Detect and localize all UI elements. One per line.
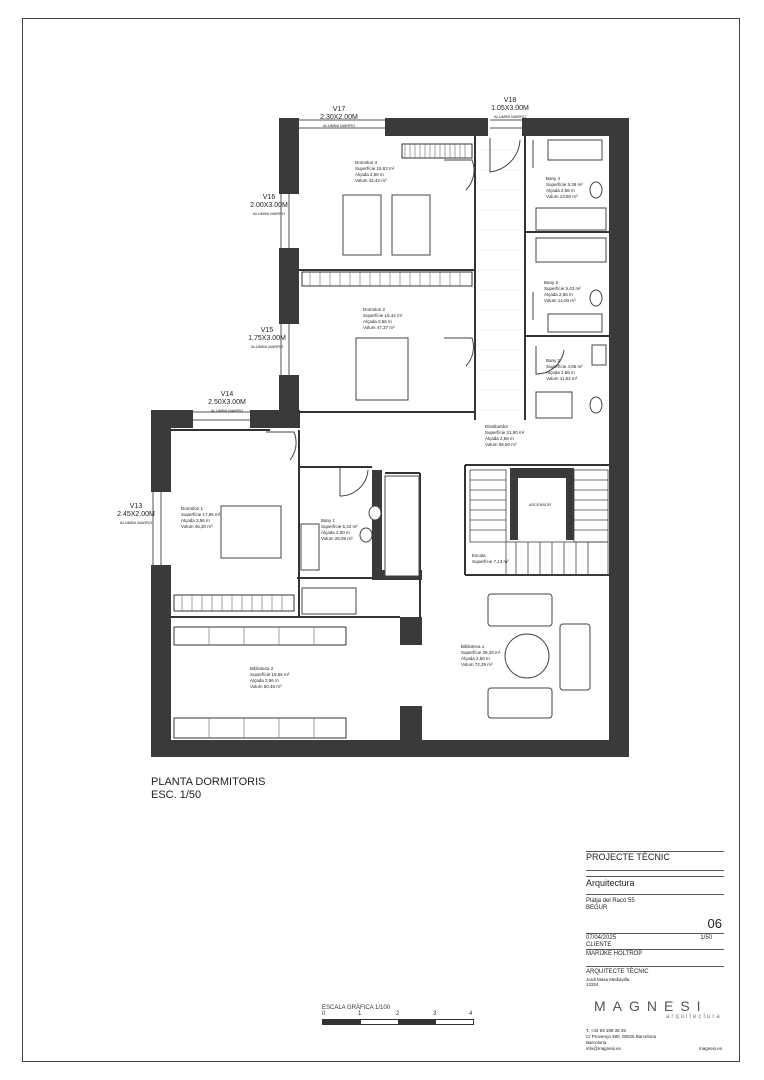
tb-rule <box>586 949 724 950</box>
tb-rule <box>586 870 724 871</box>
wall-segment <box>279 375 299 413</box>
graphic-scale <box>322 1005 482 1025</box>
wall-segment <box>510 468 518 540</box>
wall-segment <box>250 410 300 428</box>
wall-segment <box>566 468 574 540</box>
window-code: V17 <box>332 106 346 113</box>
room-label: Bany 4 Superfície 5,39 m² Alçada 2,56 m Volum 13,60 m³ <box>546 176 583 199</box>
scale-tick: 2 <box>396 1011 400 1017</box>
wall-segment <box>510 468 574 478</box>
discipline: Arquitectura <box>586 878 635 888</box>
room-label: Escala Superfície 7,13 m² <box>472 553 509 564</box>
window-code: V14 <box>220 391 234 398</box>
wall-segment <box>279 118 299 194</box>
scale-tick: 1 <box>358 1011 362 1017</box>
room-label: Biblioteca 1 Superfície 29,28 m² Alçada 2,50 m Volum 72,29 m³ <box>461 644 501 667</box>
wall-segment <box>279 248 299 324</box>
town: BEGUR <box>586 905 608 911</box>
plan-title-block <box>151 776 266 802</box>
graphic-scale-label: ESCALA GRÀFICA 1/100 <box>322 1005 391 1011</box>
window-material: ALUMINI MARRO <box>322 123 356 128</box>
graphic-scale-bar <box>322 1019 474 1025</box>
firm-street: C/ Provença 380, 08025 Barcelona <box>586 1034 657 1039</box>
sheet-number: 06 <box>707 916 722 931</box>
wall-segment <box>400 706 422 740</box>
window-material: ALUMINI MARRO <box>493 114 527 119</box>
window-size: 1.05X3.00M <box>491 105 529 112</box>
firm-logo-sub: arquitectura <box>666 1014 722 1020</box>
scale-tick: 4 <box>469 1011 473 1017</box>
window-code: V15 <box>260 327 274 334</box>
scale-tick: 0 <box>322 1011 326 1017</box>
room-label: Dormitori 3 Superfície 16,63 m² Alçada 2,56 m Volum 42,42 m³ <box>355 160 395 183</box>
wall-segment <box>400 617 422 645</box>
room-label: Bany 3 Superfície 5,43 m² Alçada 2,56 m Volum 14,00 m³ <box>544 280 581 303</box>
address: Platja del Racó 55 <box>586 898 635 904</box>
window-code: V16 <box>262 194 276 201</box>
firm-phone: T. +34 93 188 36 25 <box>586 1028 626 1033</box>
window-material: ALUMINI MARRO <box>210 408 244 413</box>
room-label: Bany 1 Superfície 5,34 m² Alçada 2,50 m Volum 28,09 m³ <box>321 518 358 541</box>
window-code: V13 <box>129 503 143 510</box>
tech-name: Jordi Masa Mediavilla <box>586 977 630 982</box>
tb-rule <box>586 933 724 934</box>
project-type: PROJECTE TÈCNIC <box>586 852 670 862</box>
tb-rule <box>586 894 724 895</box>
room-label: Distribuïdor Superfície 21,90 m² Alçada 2,56 m Volum 56,50 m³ <box>485 424 525 447</box>
window-label-v18 <box>484 97 536 121</box>
firm-city: Barcelona <box>586 1040 607 1045</box>
window-label-v17 <box>314 106 364 130</box>
room-label: Bany 2 Superfície 4,65 m² Alçada 2,56 m Volum 11,62 m³ <box>546 358 583 381</box>
window-size: 2.50X3.00M <box>208 399 246 406</box>
firm-logo: MAGNESI <box>594 998 708 1014</box>
graphic-scale-ticks <box>322 1011 482 1019</box>
plan-title: PLANTA DORMITORIS <box>151 776 266 788</box>
window-material: ALUMINI MARRO <box>252 211 286 216</box>
tb-rule <box>586 966 724 967</box>
plan-scale: ESC. 1/50 <box>151 789 202 801</box>
library-furniture <box>488 594 590 718</box>
lift-label: ASCENSOR <box>528 502 552 507</box>
scale-tick: 3 <box>433 1011 437 1017</box>
corridor-floor <box>478 150 522 410</box>
window-label-v14 <box>202 391 252 415</box>
firm-web: magnesi.es <box>698 1046 722 1051</box>
window-material: ALUMINI MARRO <box>250 344 284 349</box>
window-code: V18 <box>503 97 517 104</box>
window-label-v15 <box>242 327 292 351</box>
wall-segment <box>151 740 629 757</box>
sheet-scale: 1/50 <box>700 935 712 941</box>
room-label: Dormitori 2 Superfície 16,44 m² Alçada 2,56 m Volum 47,37 m³ <box>363 307 403 330</box>
room-label: Biblioteca 2 Superfície 19,56 m² Alçada 2,56 m Volum 50,46 m³ <box>250 666 290 689</box>
firm-email: info@magnesi.es <box>586 1046 621 1051</box>
date: 07/04/2025 <box>586 935 617 941</box>
client-label: CLIENTE <box>586 942 612 948</box>
client-name: MARIJKE HOLTROP <box>586 951 643 957</box>
window-label-v13 <box>112 503 160 527</box>
window-size: 2.45X2.00M <box>117 511 155 518</box>
window-size: 1.75X3.00M <box>248 335 286 342</box>
room-label: Dormitori 1 Superfície 17,56 m² Alçada 2,56 m Volum 45,30 m³ <box>181 506 221 529</box>
tech-number: 13324 <box>586 982 599 987</box>
tech-label: ARQUITECTE TÈCNIC <box>586 969 649 975</box>
window-size: 2.30X2.00M <box>320 114 358 121</box>
window-openings <box>153 120 525 565</box>
window-material: ALUMINI MARRO <box>119 520 153 525</box>
wall-segment <box>385 118 488 136</box>
wall-segment <box>151 565 171 757</box>
wall-segment <box>609 118 629 757</box>
wall-segment <box>372 470 382 580</box>
window-label-v16 <box>244 194 294 218</box>
wall-segment <box>151 410 171 492</box>
tb-rule <box>586 876 724 877</box>
window-size: 2.00X3.00M <box>250 202 288 209</box>
